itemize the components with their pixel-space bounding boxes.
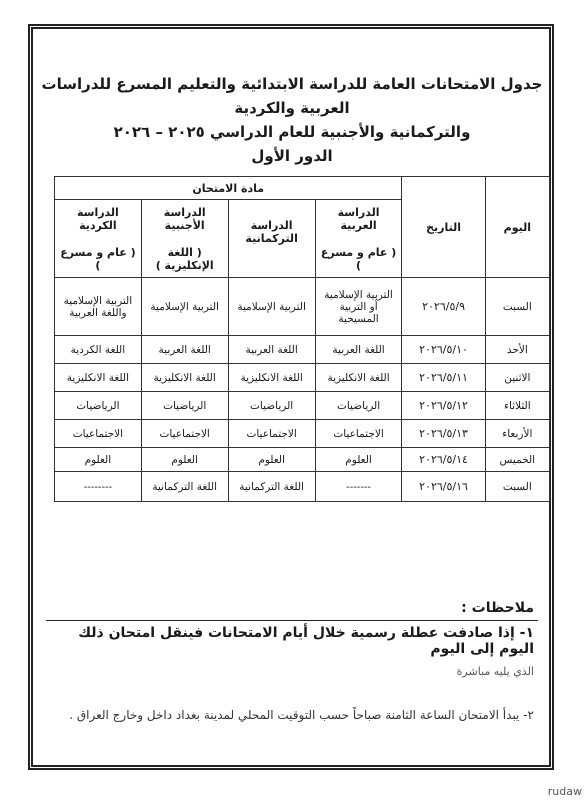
row-day: السبت [485, 472, 549, 502]
note-1-continuation: الذي يليه مباشرة [456, 665, 534, 678]
row-day: الاثنين [485, 364, 549, 392]
column-foreign-sub: ( اللغة الإنكليزية ) [155, 245, 214, 272]
cell-turkmen: اللغة التركمانية [228, 472, 315, 502]
row-date: ٢٠٢٦/٥/١٦ [402, 472, 485, 502]
row-day: الثلاثاء [485, 392, 549, 420]
cell-turkmen: الاجتماعيات [228, 420, 315, 448]
column-turkmen-header [228, 200, 315, 278]
table-row [55, 420, 550, 448]
notes-divider [46, 618, 538, 621]
cell-foreign: اللغة التركمانية [141, 472, 228, 502]
cell-kurdish: اللغة الانكليزية [55, 364, 142, 392]
row-day: السبت [485, 278, 549, 336]
row-date: ٢٠٢٦/٥/١٢ [402, 392, 485, 420]
cell-arabic: التربية الإسلامية أو التربية المسيحية [315, 278, 402, 336]
row-date: ٢٠٢٦/٥/١٠ [402, 336, 485, 364]
cell-arabic: اللغة العربية [315, 336, 402, 364]
table-row [55, 472, 550, 502]
table-row [55, 336, 550, 364]
column-arabic-name: الدراسة العربية [337, 205, 380, 232]
cell-foreign: الاجتماعيات [141, 420, 228, 448]
note-1: ١- إذا صادفت عطلة رسمية خلال أيام الامتحانات فينقل امتحان ذلك اليوم إلى اليوم [78, 625, 534, 657]
cell-kurdish: العلوم [55, 448, 142, 472]
notes-section [40, 600, 544, 726]
row-date: ٢٠٢٦/٥/١١ [402, 364, 485, 392]
cell-turkmen: اللغة العربية [228, 336, 315, 364]
header-subject: مادة الامتحان [55, 177, 402, 200]
table-row [55, 448, 550, 472]
note-2: ٢- يبدأ الامتحان الساعة الثامنة صباحاً حسب التوقيت المحلي لمدينة بغداد داخل وخارج العراق . [69, 708, 534, 722]
cell-foreign: اللغة الانكليزية [141, 364, 228, 392]
row-day: الخميس [485, 448, 549, 472]
table-row [55, 392, 550, 420]
column-arabic-header [315, 200, 402, 278]
cell-kurdish: اللغة الكردية [55, 336, 142, 364]
row-day: الأربعاء [485, 420, 549, 448]
row-date: ٢٠٢٦/٥/٩ [402, 278, 485, 336]
cell-kurdish: التربية الإسلامية واللغة العربية [55, 278, 142, 336]
cell-arabic: الاجتماعيات [315, 420, 402, 448]
cell-kurdish: -------- [55, 472, 142, 502]
title-line-3: الدور الأول [251, 147, 333, 165]
cell-arabic: الرياضيات [315, 392, 402, 420]
cell-arabic: ------- [315, 472, 402, 502]
cell-foreign: الرياضيات [141, 392, 228, 420]
cell-arabic: اللغة الانكليزية [315, 364, 402, 392]
table-row [55, 364, 550, 392]
column-turkmen-name: الدراسة التركمانية [245, 218, 298, 245]
cell-foreign: التربية الإسلامية [141, 278, 228, 336]
cell-turkmen: التربية الإسلامية [228, 278, 315, 336]
header-day: اليوم [485, 177, 549, 278]
cell-turkmen: الرياضيات [228, 392, 315, 420]
cell-kurdish: الرياضيات [55, 392, 142, 420]
column-kurdish-name: الدراسة الكردية [76, 205, 119, 232]
notes-heading: ملاحظات : [461, 600, 534, 616]
title-line-2: والتركمانية والأجنبية للعام الدراسي ٢٠٢٥ – ٢٠٢٦ [113, 123, 471, 141]
title-line-1: جدول الامتحانات العامة للدراسة الابتدائية والتعليم المسرع للدراسات العربية والكردية [41, 75, 543, 117]
column-foreign-header [141, 200, 228, 278]
watermark-logo: rudaw [547, 785, 582, 798]
table-header-row [55, 177, 550, 200]
table-row [55, 278, 550, 336]
cell-foreign: اللغة العربية [141, 336, 228, 364]
column-kurdish-sub: ( عام و مسرع ) [60, 245, 136, 272]
exam-schedule-table [54, 176, 550, 502]
row-date: ٢٠٢٦/٥/١٤ [402, 448, 485, 472]
header-date: التاريخ [402, 177, 485, 278]
column-foreign-name: الدراسة الأجنبية [163, 205, 206, 232]
document-title [40, 72, 544, 168]
row-date: ٢٠٢٦/٥/١٣ [402, 420, 485, 448]
column-arabic-sub: ( عام و مسرع ) [320, 245, 397, 272]
column-kurdish-header [55, 200, 142, 278]
cell-foreign: العلوم [141, 448, 228, 472]
cell-turkmen: العلوم [228, 448, 315, 472]
row-day: الأحد [485, 336, 549, 364]
cell-turkmen: اللغة الانكليزية [228, 364, 315, 392]
cell-arabic: العلوم [315, 448, 402, 472]
cell-kurdish: الاجتماعيات [55, 420, 142, 448]
